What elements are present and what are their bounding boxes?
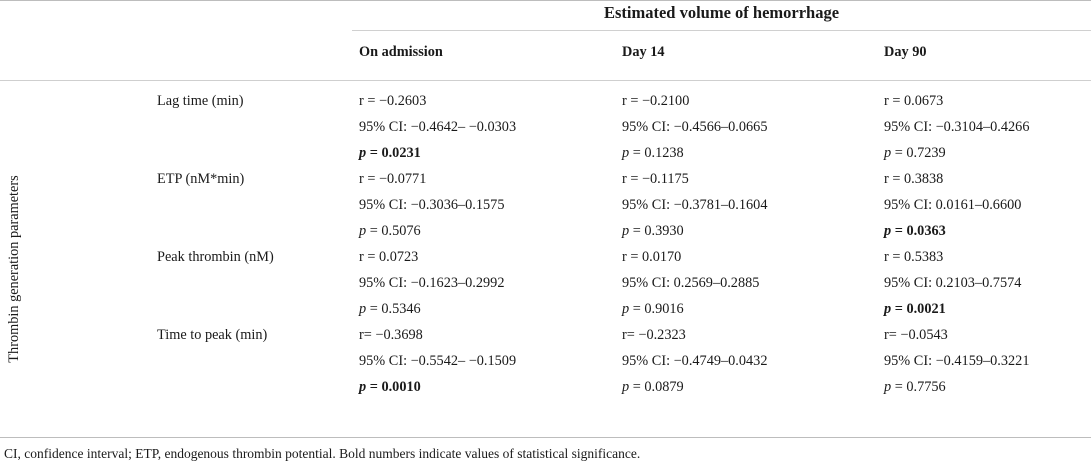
p-label: p xyxy=(622,145,630,161)
row-group-label: Thrombin generation parameters xyxy=(6,175,22,363)
correlation-r: r = 0.0723 xyxy=(359,249,419,265)
p-value xyxy=(359,378,421,396)
header-bottom-rule xyxy=(0,80,1091,81)
p-label: p xyxy=(884,301,892,317)
p-label: p xyxy=(884,145,892,161)
confidence-interval: 95% CI: −0.4642– −0.0303 xyxy=(359,119,517,135)
p-label: p xyxy=(622,379,630,395)
table-footnote: CI, confidence interval; ETP, endogenous thrombin potential. Bold numbers indicate values of statistical significance. xyxy=(4,446,641,461)
column-header-day-14: Day 14 xyxy=(622,44,665,60)
p-label: p xyxy=(359,301,367,317)
correlation-r: r = −0.2603 xyxy=(359,93,427,109)
confidence-interval: 95% CI: 0.2569–0.2885 xyxy=(622,275,760,291)
p-value xyxy=(622,222,684,240)
correlation-r: r = −0.0771 xyxy=(359,171,427,187)
p-value-number: = 0.0231 xyxy=(369,145,421,161)
confidence-interval: 95% CI: 0.0161–0.6600 xyxy=(884,197,1022,213)
p-value xyxy=(359,144,421,162)
p-value-number: = 0.5076 xyxy=(369,223,421,239)
correlation-r: r= −0.3698 xyxy=(359,327,423,343)
confidence-interval: 95% CI: 0.2103–0.7574 xyxy=(884,275,1022,291)
p-value xyxy=(884,378,946,396)
p-label: p xyxy=(622,301,630,317)
column-header-on-admission: On admission xyxy=(359,44,443,60)
p-value xyxy=(359,300,421,318)
confidence-interval: 95% CI: −0.5542– −0.1509 xyxy=(359,353,517,369)
p-value-number: = 0.0363 xyxy=(894,223,946,239)
correlation-r: r = 0.0170 xyxy=(622,249,682,265)
p-value-number: = 0.9016 xyxy=(632,301,684,317)
p-value-number: = 0.0021 xyxy=(894,301,946,317)
confidence-interval: 95% CI: −0.4749–0.0432 xyxy=(622,353,768,369)
parameter-label: Lag time (min) xyxy=(157,93,244,109)
parameter-label: Peak thrombin (nM) xyxy=(157,249,274,265)
column-header-day-90: Day 90 xyxy=(884,44,927,60)
p-value-number: = 0.7756 xyxy=(894,379,946,395)
confidence-interval: 95% CI: −0.4566–0.0665 xyxy=(622,119,768,135)
table-top-rule xyxy=(0,0,1091,1)
correlation-r: r = 0.0673 xyxy=(884,93,944,109)
spanning-header-rule xyxy=(352,30,1091,31)
p-label: p xyxy=(359,379,367,395)
p-label: p xyxy=(359,223,367,239)
confidence-interval: 95% CI: −0.3104–0.4266 xyxy=(884,119,1030,135)
correlation-r: r = 0.5383 xyxy=(884,249,944,265)
p-value-number: = 0.1238 xyxy=(632,145,684,161)
correlation-r: r = −0.2100 xyxy=(622,93,690,109)
p-label: p xyxy=(884,379,892,395)
table-bottom-rule xyxy=(0,437,1091,438)
spanning-header: Estimated volume of hemorrhage xyxy=(603,3,840,22)
p-value xyxy=(622,300,684,318)
confidence-interval: 95% CI: −0.4159–0.3221 xyxy=(884,353,1030,369)
p-value xyxy=(884,144,946,162)
p-value-number: = 0.0879 xyxy=(632,379,684,395)
p-value xyxy=(622,378,684,396)
correlation-r: r= −0.2323 xyxy=(622,327,686,343)
p-value xyxy=(622,144,684,162)
confidence-interval: 95% CI: −0.3036–0.1575 xyxy=(359,197,505,213)
parameter-label: Time to peak (min) xyxy=(157,327,268,343)
p-label: p xyxy=(884,223,892,239)
p-value xyxy=(359,222,421,240)
p-value-number: = 0.7239 xyxy=(894,145,946,161)
p-value xyxy=(884,222,946,240)
p-label: p xyxy=(622,223,630,239)
confidence-interval: 95% CI: −0.3781–0.1604 xyxy=(622,197,768,213)
confidence-interval: 95% CI: −0.1623–0.2992 xyxy=(359,275,505,291)
p-value-number: = 0.5346 xyxy=(369,301,421,317)
p-label: p xyxy=(359,145,367,161)
p-value xyxy=(884,300,946,318)
correlation-r: r = −0.1175 xyxy=(622,171,689,187)
p-value-number: = 0.3930 xyxy=(632,223,684,239)
correlation-r: r= −0.0543 xyxy=(884,327,948,343)
parameter-label: ETP (nM*min) xyxy=(157,171,245,187)
p-value-number: = 0.0010 xyxy=(369,379,421,395)
correlation-r: r = 0.3838 xyxy=(884,171,944,187)
